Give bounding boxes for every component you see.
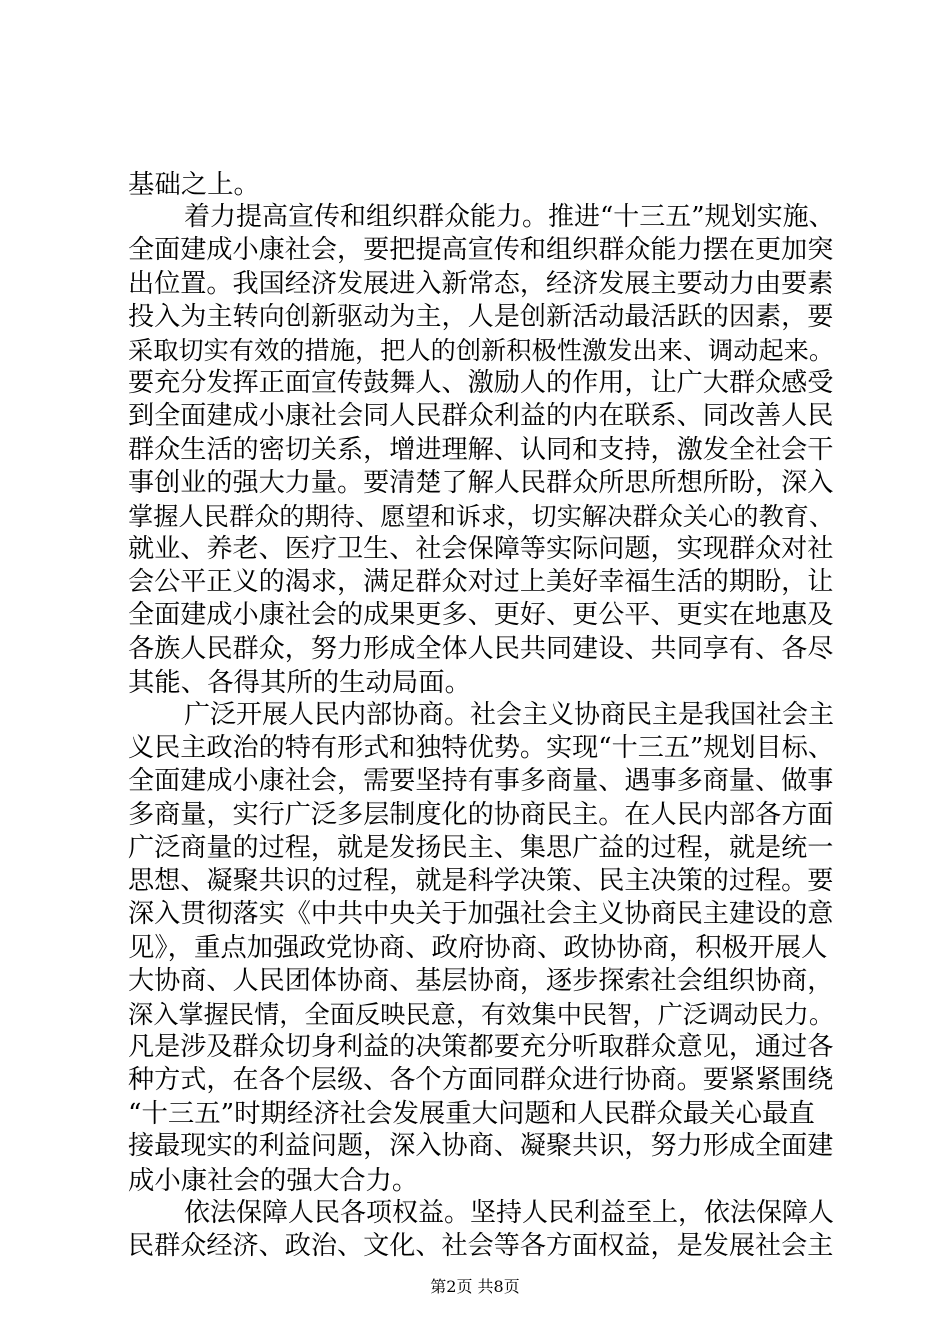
text-line: 接最现实的利益问题，深入协商、凝聚共识，努力形成全面建 xyxy=(128,1131,834,1162)
text-line: 凡是涉及群众切身利益的决策都要充分听取群众意见，通过各 xyxy=(128,1031,834,1062)
paragraph-first-line: 依法保障人民各项权益。坚持人民利益至上，依法保障人 xyxy=(184,1197,835,1228)
text-line: 民群众经济、政治、文化、社会等各方面权益，是发展社会主 xyxy=(128,1231,834,1261)
text-line: 大协商、人民团体协商、基层协商，逐步探索社会组织协商， xyxy=(128,965,834,996)
text-line: 会公平正义的渴求，满足群众对过上美好幸福生活的期盼，让 xyxy=(128,567,834,598)
text-line: 出位置。我国经济发展进入新常态，经济发展主要动力由要素 xyxy=(128,268,834,299)
text-line: 全面建成小康社会，要把提高宣传和组织群众能力摆在更加突 xyxy=(128,235,834,266)
text-line: 成小康社会的强大合力。 xyxy=(128,1164,419,1196)
text-line: 采取切实有效的措施，把人的创新积极性激发出来、调动起来。 xyxy=(128,335,835,365)
text-line: 事创业的强大力量。要清楚了解人民群众所思所想所盼，深入 xyxy=(128,467,834,498)
paragraph-first-line: 广泛开展人民内部协商。社会主义协商民主是我国社会主 xyxy=(184,700,835,730)
text-line: 群众生活的密切关系，增进理解、认同和支持，激发全社会干 xyxy=(128,434,834,465)
text-line: 广泛商量的过程，就是发扬民主、集思广益的过程，就是统一 xyxy=(128,832,834,863)
text-line: 就业、养老、医疗卫生、社会保障等实际问题，实现群众对社 xyxy=(128,534,834,565)
text-line: 深入贯彻落实《中共中央关于加强社会主义协商民主建设的意 xyxy=(128,899,834,930)
text-line: 其能、各得其所的生动局面。 xyxy=(128,666,472,698)
text-line: 掌握人民群众的期待、愿望和诉求，切实解决群众关心的教育、 xyxy=(128,501,835,531)
paragraph-first-line: 着力提高宣传和组织群众能力。推进“十三五”规划实施、 xyxy=(184,202,835,233)
text-line: 义民主政治的特有形式和独特优势。实现“十三五”规划目标、 xyxy=(128,733,834,764)
text-line: 深入掌握民情，全面反映民意，有效集中民智，广泛调动民力。 xyxy=(128,999,835,1029)
text-line: 思想、凝聚共识的过程，就是科学决策、民主决策的过程。要 xyxy=(128,865,834,896)
text-line: 全面建成小康社会的成果更多、更好、更公平、更实在地惠及 xyxy=(128,600,834,631)
text-line: 种方式，在各个层级、各个方面同群众进行协商。要紧紧围绕 xyxy=(128,1065,834,1096)
text-line: 各族人民群众，努力形成全体人民共同建设、共同享有、各尽 xyxy=(128,633,834,664)
text-line: 多商量，实行广泛多层制度化的协商民主。在人民内部各方面 xyxy=(128,799,834,830)
page-footer: 第2页 共8页 xyxy=(430,1277,520,1296)
text-line: 到全面建成小康社会同人民群众利益的内在联系、同改善人民 xyxy=(128,401,834,432)
text-line: 投入为主转向创新驱动为主，人是创新活动最活跃的因素，要 xyxy=(128,301,834,332)
body-text xyxy=(128,168,834,1263)
text-line: 要充分发挥正面宣传鼓舞人、激励人的作用，让广大群众感受 xyxy=(128,368,834,399)
text-line: 基础之上。 xyxy=(128,169,260,200)
text-line: 全面建成小康社会，需要坚持有事多商量、遇事多商量、做事 xyxy=(128,766,834,797)
text-line: “十三五”时期经济社会发展重大问题和人民群众最关心最直 xyxy=(128,1098,815,1130)
text-line: 见》，重点加强政党协商、政府协商、政协协商，积极开展人 xyxy=(128,932,828,964)
